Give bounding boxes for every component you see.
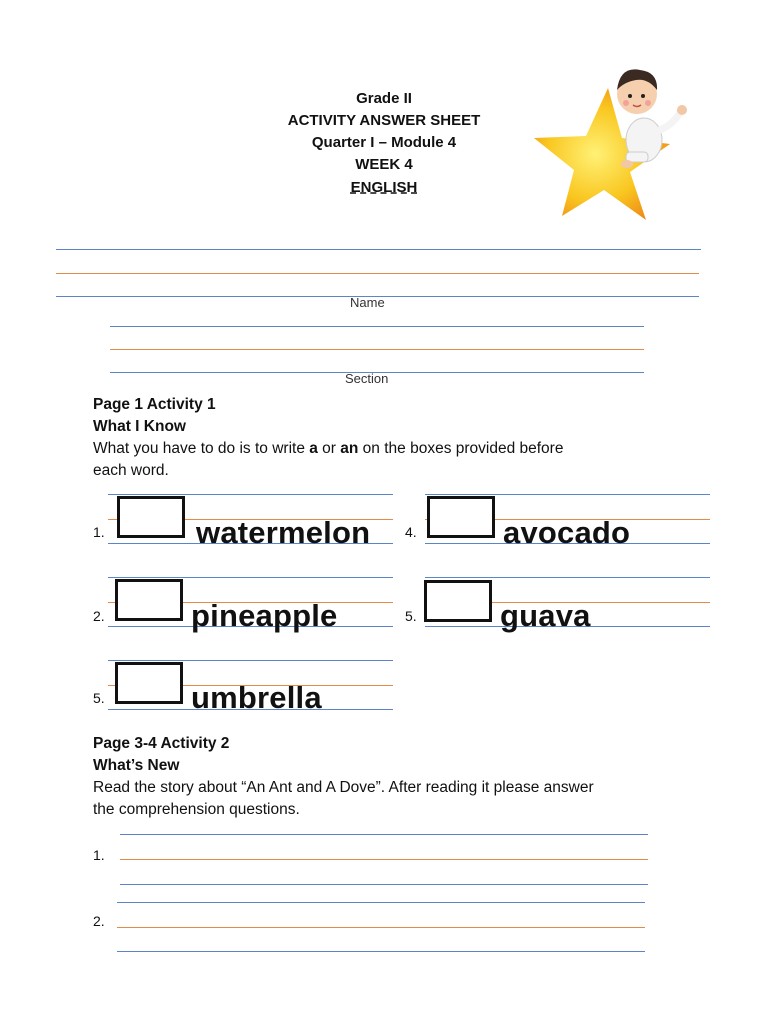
top-line-orange [56, 273, 699, 274]
answer1-line-mid[interactable] [120, 859, 648, 860]
answer2-line-bot [117, 951, 645, 952]
item2-line-top [108, 577, 393, 578]
answer2-line-top [117, 902, 645, 903]
item6-answer-box[interactable] [115, 662, 183, 704]
activity1-heading: What I Know [93, 418, 186, 435]
item2-answer-box[interactable] [115, 579, 183, 621]
item6-line-top [108, 660, 393, 661]
answer2-number: 2. [93, 913, 105, 929]
item4-number: 4. [405, 524, 417, 540]
activity2-heading: What’s New [93, 757, 180, 774]
instr-a: a [309, 440, 318, 457]
grade-title: Grade II [356, 90, 412, 107]
activity1-instructions-line2: each word. [93, 462, 169, 479]
section-label: Section [345, 371, 389, 386]
instr-text-2: on the boxes provided before [358, 440, 564, 457]
instr-text-1: What you have to do is to write [93, 440, 310, 457]
quarter-module: Quarter I – Module 4 [311, 134, 457, 151]
instr-or: or [317, 440, 341, 457]
activity1-instructions [93, 440, 693, 458]
item1-word: watermelon [196, 515, 371, 550]
answer1-line-bot [120, 884, 648, 885]
activity1-page: Page 1 Activity 1 [93, 396, 216, 413]
item1-number: 1. [93, 524, 105, 540]
activity2-instructions-line2: the comprehension questions. [93, 801, 300, 818]
subject-label: ENGLISH [350, 179, 418, 196]
item1-line-top [108, 494, 393, 495]
answer2-line-mid[interactable] [117, 927, 645, 928]
item2-number: 2. [93, 608, 105, 624]
answer1-number: 1. [93, 847, 105, 863]
name-label: Name [350, 295, 385, 310]
section-line-blue-1 [110, 326, 644, 327]
top-line-blue-1 [56, 249, 701, 250]
item1-answer-box[interactable] [117, 496, 185, 538]
sheet-title: ACTIVITY ANSWER SHEET [287, 112, 481, 129]
instr-an: an [340, 440, 359, 457]
week-label: WEEK 4 [355, 156, 413, 173]
item5-line-top [425, 577, 710, 578]
boy-on-star-icon [500, 60, 700, 230]
item6-number: 5. [93, 690, 105, 706]
item5-number: 5. [405, 608, 417, 624]
item2-word: pineapple [191, 598, 338, 633]
activity2-page: Page 3-4 Activity 2 [93, 735, 230, 752]
item4-line-top [425, 494, 710, 495]
item4-word: avocado [503, 515, 631, 550]
item5-word: guava [500, 598, 591, 633]
item4-answer-box[interactable] [427, 496, 495, 538]
item6-word: umbrella [191, 680, 322, 715]
activity2-instructions-line1: Read the story about “An Ant and A Dove”. After reading it please answer [93, 779, 594, 796]
section-line-orange [110, 349, 644, 350]
answer1-line-top [120, 834, 648, 835]
item5-answer-box[interactable] [424, 580, 492, 622]
